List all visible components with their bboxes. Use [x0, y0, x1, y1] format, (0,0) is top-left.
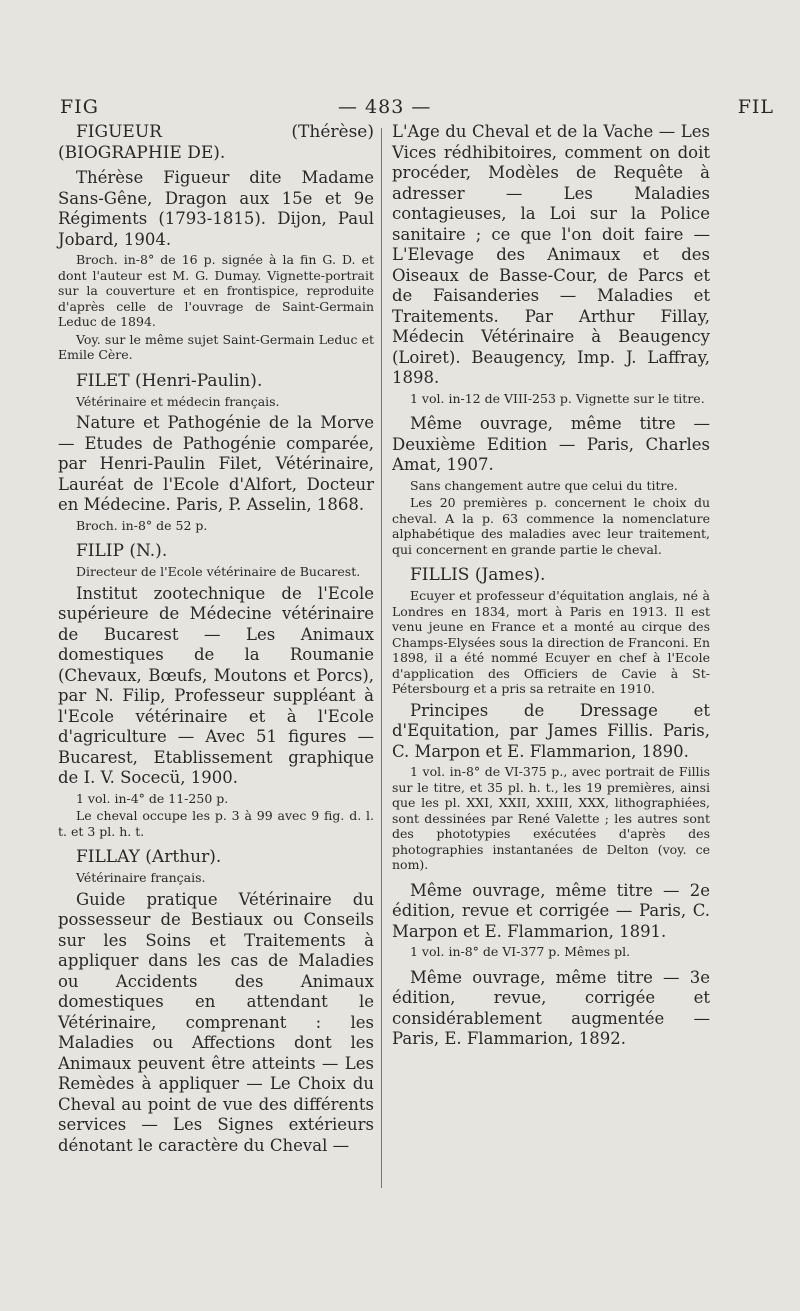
- entry-title: Institut zootechnique de l'Ecole supérieure de Médecine vétérinaire de Bucarest — Les Animaux domestiques de la Roumanie (Chevaux, Bœufs, Moutons et Porcs), par N. Filip, Professeur suppléant à l'Ecole vétérinaire et à l'Ecole d'agriculture — Avec 51 figures — Bucarest, Etablissement graphique de I. V. Socecü, 1900.: [58, 583, 374, 787]
- entry-fillis-3e: [392, 968, 710, 1050]
- entry-note: Voy. sur le même sujet Saint-Germain Leduc et Emile Cère.: [58, 331, 374, 362]
- entry-description: Ecuyer et professeur d'équitation anglais, né à Londres en 1834, mort à Paris en 1913. Il est venu jeune en France et a monté au cirque des Champs-Elysées sous la direction de Franconi. En 1898, il a été nommé Ecuyer en chef à l'Ecole d'application des Officiers de Cavie à St-Pétersbourg et a pris sa retraite en 1910.: [392, 588, 710, 696]
- right-column: [392, 122, 710, 1058]
- entry-fillay-2e: [392, 414, 710, 557]
- entry-heading: FILET (Henri-Paulin).: [76, 370, 263, 391]
- entry-heading: FIGUEUR (Thérèse) (BIOGRAPHIE DE).: [58, 122, 374, 163]
- entry-heading: FILLIS (James).: [410, 565, 546, 585]
- entry-title: Même ouvrage, même titre — 3e édition, revue, corrigée et considérablement augmentée — Paris, E. Flammarion, 1892.: [392, 967, 710, 1048]
- entry-fillay-cont: [392, 122, 710, 406]
- entry-description: Vétérinaire français.: [76, 870, 206, 885]
- entry-heading: FILIP (N.).: [76, 541, 168, 561]
- entry-filip: [58, 541, 374, 839]
- entry-note: Sans changement autre que celui du titre.: [410, 477, 678, 493]
- entry-fillis: [392, 565, 710, 873]
- entry-title: Même ouvrage, même titre — 2e édition, revue et corrigée — Paris, C. Marpon et E. Flammarion, 1891.: [392, 880, 710, 941]
- entry-description: Vétérinaire et médecin français.: [76, 393, 280, 409]
- entry-note: 1 vol. in-12 de VIII-253 p. Vignette sur le titre.: [410, 390, 705, 406]
- entry-note: 1 vol. in-8° de VI-375 p., avec portrait de Fillis sur le titre, et 35 pl. h. t., les 19 premières, ainsi que les pl. XXI, XXII, XXIII, XXX, lithographiées, sont dessinées par René Valette ; les autres sont des phototypies exécutées d'après des photographies instantanées de Delton (voy. ce nom).: [392, 764, 710, 872]
- entry-note: 1 vol. in-8° de VI-377 p. Mêmes pl.: [410, 944, 631, 959]
- entry-note: Broch. in-8° de 16 p. signée à la fin G. D. et dont l'auteur est M. G. Dumay. Vignette-portrait sur la couverture et en frontispice, reproduite d'après celle de l'ouvrage de Saint-Germain Leduc de 1894.: [58, 252, 374, 329]
- entry-note: Le cheval occupe les p. 3 à 99 avec 9 fig. d. l. t. et 3 pl. h. t.: [58, 808, 374, 839]
- column-divider: [381, 128, 382, 1188]
- page-number: — 483 —: [338, 96, 432, 118]
- entry-note: Les 20 premières p. concernent le choix du cheval. A la p. 63 commence la nomenclature alphabétique des maladies avec leur traitement, qui concernent en grande partie le cheval.: [392, 495, 710, 557]
- entry-description: Directeur de l'Ecole vétérinaire de Bucarest.: [76, 564, 361, 579]
- entry-title: Nature et Pathogénie de la Morve — Etudes de Pathogénie comparée, par Henri-Paulin Filet, Vétérinaire, Lauréat de l'Ecole d'Alfort, Docteur en Médecine. Paris, P. Asselin, 1868.: [58, 413, 374, 514]
- entry-title: Guide pratique Vétérinaire du possesseur de Bestiaux ou Conseils sur les Soins et Traitements à appliquer dans les cas de Maladies ou Accidents des Animaux domestiques en attendant le Vétérinaire, comprenant : les Maladies ou Affections dont les Animaux peuvent être atteints — Les Remèdes à appliquer — Le Choix du Cheval au point de vue des différents services — Les Signes extérieurs dénotant le caractère du Cheval —: [58, 889, 374, 1155]
- left-column: [58, 122, 374, 1164]
- entry-figueur: [58, 122, 374, 363]
- header-right: FIL: [737, 96, 774, 118]
- entry-title: Thérèse Figueur dite Madame Sans-Gêne, Dragon aux 15e et 9e Régiments (1793-1815). Dijon, Paul Jobard, 1904.: [58, 168, 374, 249]
- entry-heading: FILLAY (Arthur).: [76, 847, 222, 867]
- entry-fillis-2e: [392, 881, 710, 960]
- entry-title: Principes de Dressage et d'Equitation, par James Fillis. Paris, C. Marpon et E. Flammarion, 1890.: [392, 700, 710, 761]
- entry-title-continued: L'Age du Cheval et de la Vache — Les Vices rédhibitoires, comment on doit procéder, Modèles de Requête à adresser — Les Maladies contagieuses, la Loi sur la Police sanitaire ; ce que l'on doit faire — L'Elevage des Animaux et des Oiseaux de Basse-Cour, de Parcs et de Faisanderies — Maladies et Traitements. Par Arthur Fillay, Médecin Vétérinaire à Beaugency (Loiret). Beaugency, Imp. J. Laffray, 1898.: [392, 122, 710, 387]
- entry-filet: [58, 371, 374, 534]
- entry-fillay: [58, 847, 374, 1156]
- header-left: FIG: [60, 96, 99, 118]
- entry-title: Même ouvrage, même titre — Deuxième Edition — Paris, Charles Amat, 1907.: [392, 414, 710, 474]
- running-header: [60, 96, 774, 120]
- entry-note: Broch. in-8° de 52 p.: [76, 517, 208, 533]
- entry-note: 1 vol. in-4° de 11-250 p.: [76, 790, 229, 806]
